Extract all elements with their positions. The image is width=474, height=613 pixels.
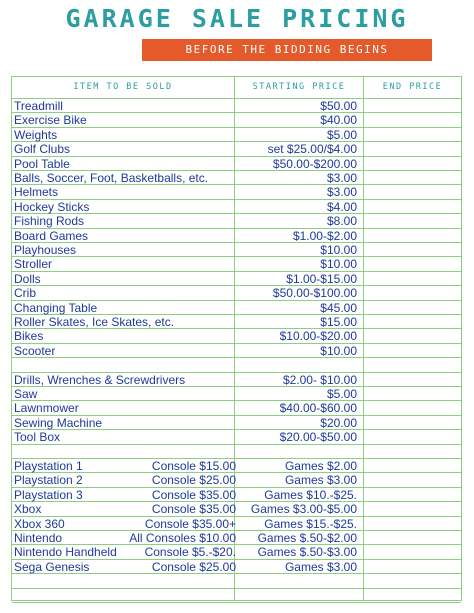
item-cell: Pool Table [14, 156, 70, 171]
console-cell: All Consoles $10.00 [129, 531, 236, 545]
console-cell: Console $15.00 [151, 459, 236, 473]
table-row [12, 574, 461, 588]
table-row [12, 301, 461, 315]
table-row [12, 430, 461, 444]
table-row [12, 445, 461, 459]
starting-price-cell: $3.00 [326, 171, 357, 185]
item-cell: Xbox 360 [14, 516, 65, 531]
item-cell: Board Games [14, 228, 89, 243]
item-cell: Playstation 2 [14, 473, 83, 488]
item-cell: Tool Box [14, 430, 61, 445]
starting-price-cell: $40.00 [320, 113, 357, 128]
starting-price-cell: $2.00- $10.00 [282, 372, 357, 387]
table-row [12, 560, 461, 574]
table-row [12, 99, 461, 113]
console-cell: Console $25.00 [151, 559, 236, 574]
item-cell: Changing Table [14, 300, 98, 315]
table-row [12, 315, 461, 329]
pricing-table [11, 76, 462, 601]
starting-price-cell: $10.00-$20.00 [279, 329, 357, 344]
item-cell: Playstation 3 [14, 487, 83, 502]
item-cell: Lawnmower [14, 401, 79, 416]
starting-price-cell: Games $15.-$25. [264, 516, 357, 531]
starting-price-cell: Games $3.00 [284, 473, 357, 488]
starting-price-cell: $50.00-$100.00 [272, 286, 357, 301]
item-cell: Scooter [14, 343, 56, 358]
console-cell: Console $5.-$20. [144, 545, 236, 560]
item-cell: Fishing Rods [14, 214, 85, 229]
starting-price-cell: $40.00-$60.00 [279, 401, 357, 416]
item-cell: Sewing Machine [14, 415, 103, 430]
table-row [12, 459, 461, 473]
item-cell: Exercise Bike [14, 113, 87, 128]
starting-price-cell: Games $3.00-$5.00 [250, 502, 357, 517]
item-cell: Crib [14, 286, 37, 301]
item-cell: Playstation 1 [14, 459, 83, 473]
table-row [12, 200, 461, 214]
item-cell: Helmets [14, 185, 59, 200]
item-cell: Nintendo Handheld [14, 545, 117, 560]
header-end-price: END PRICE [382, 82, 443, 92]
item-cell: Drills, Wrenches & Screwdrivers [14, 372, 186, 387]
item-cell: Sega Genesis [14, 559, 90, 574]
page-title: GARAGE SALE PRICING [65, 4, 409, 33]
starting-price-cell: $50.00 [320, 99, 357, 113]
item-cell: Stroller [14, 257, 53, 272]
subtitle-banner: BEFORE THE BIDDING BEGINS [142, 39, 432, 61]
starting-price-cell: $15.00 [320, 315, 357, 329]
item-cell: Balls, Soccer, Foot, Basketballs, etc. [14, 171, 209, 185]
item-cell: Weights [14, 127, 58, 142]
table-row [12, 344, 461, 358]
starting-price-cell: $10.00 [320, 343, 357, 358]
starting-price-cell: $5.00 [326, 127, 357, 142]
table-row [12, 502, 461, 516]
table-row [12, 329, 461, 343]
table-row [12, 416, 461, 430]
table-row [12, 517, 461, 531]
table-row [12, 185, 461, 199]
starting-price-cell: Games $.50-$2.00 [257, 531, 357, 545]
table-row [12, 229, 461, 243]
starting-price-cell: $20.00 [320, 415, 357, 430]
item-cell: Bikes [14, 329, 44, 344]
table-row [12, 488, 461, 502]
starting-price-cell: $8.00 [326, 214, 357, 229]
header-starting-price: STARTING PRICE [252, 82, 346, 92]
starting-price-cell: $5.00 [326, 387, 357, 401]
table-row [12, 243, 461, 257]
starting-price-cell: $10.00 [320, 257, 357, 272]
item-cell: Roller Skates, Ice Skates, etc. [14, 315, 175, 329]
console-cell: Console $25.00 [151, 473, 236, 488]
item-cell: Hockey Sticks [14, 199, 90, 214]
item-cell: Dolls [14, 271, 41, 286]
console-cell: Console $35.00 [151, 502, 236, 517]
starting-price-cell: $45.00 [320, 300, 357, 315]
starting-price-cell: Games $3.00 [284, 559, 357, 574]
table-row [12, 358, 461, 372]
starting-price-cell: $3.00 [326, 185, 357, 200]
table-row [12, 286, 461, 300]
table-row [12, 401, 461, 415]
item-cell: Xbox [14, 502, 42, 517]
table-row [12, 473, 461, 487]
table-row [12, 387, 461, 401]
item-cell: Saw [14, 387, 38, 401]
console-cell: Console $35.00 [151, 487, 236, 502]
table-row [12, 373, 461, 387]
starting-price-cell: $4.00 [326, 199, 357, 214]
starting-price-cell: set $25.00/$4.00 [267, 142, 357, 157]
table-row [12, 545, 461, 559]
starting-price-cell: Games $2.00 [284, 459, 357, 473]
item-cell: Playhouses [14, 243, 77, 257]
starting-price-cell: $10.00 [320, 243, 357, 257]
table-row [12, 257, 461, 271]
table-row [12, 113, 461, 127]
item-cell: Nintendo [14, 531, 63, 545]
table-row [12, 214, 461, 228]
table-row [12, 142, 461, 156]
starting-price-cell: Games $10.-$25. [264, 487, 357, 502]
starting-price-cell: $50.00-$200.00 [272, 156, 357, 171]
table-row [12, 272, 461, 286]
console-cell: Console $35.00+ [144, 516, 236, 531]
starting-price-cell: $1.00-$2.00 [292, 228, 357, 243]
header-item: ITEM TO BE SOLD [73, 82, 173, 92]
table-row [12, 128, 461, 142]
table-row [12, 531, 461, 545]
table-row [12, 171, 461, 185]
table-row [12, 589, 461, 603]
item-cell: Golf Clubs [14, 142, 71, 157]
starting-price-cell: $20.00-$50.00 [279, 430, 357, 445]
item-cell: Treadmill [14, 99, 63, 113]
starting-price-cell: $1.00-$15.00 [286, 271, 357, 286]
table-row [12, 157, 461, 171]
starting-price-cell: Games $.50-$3.00 [257, 545, 357, 560]
